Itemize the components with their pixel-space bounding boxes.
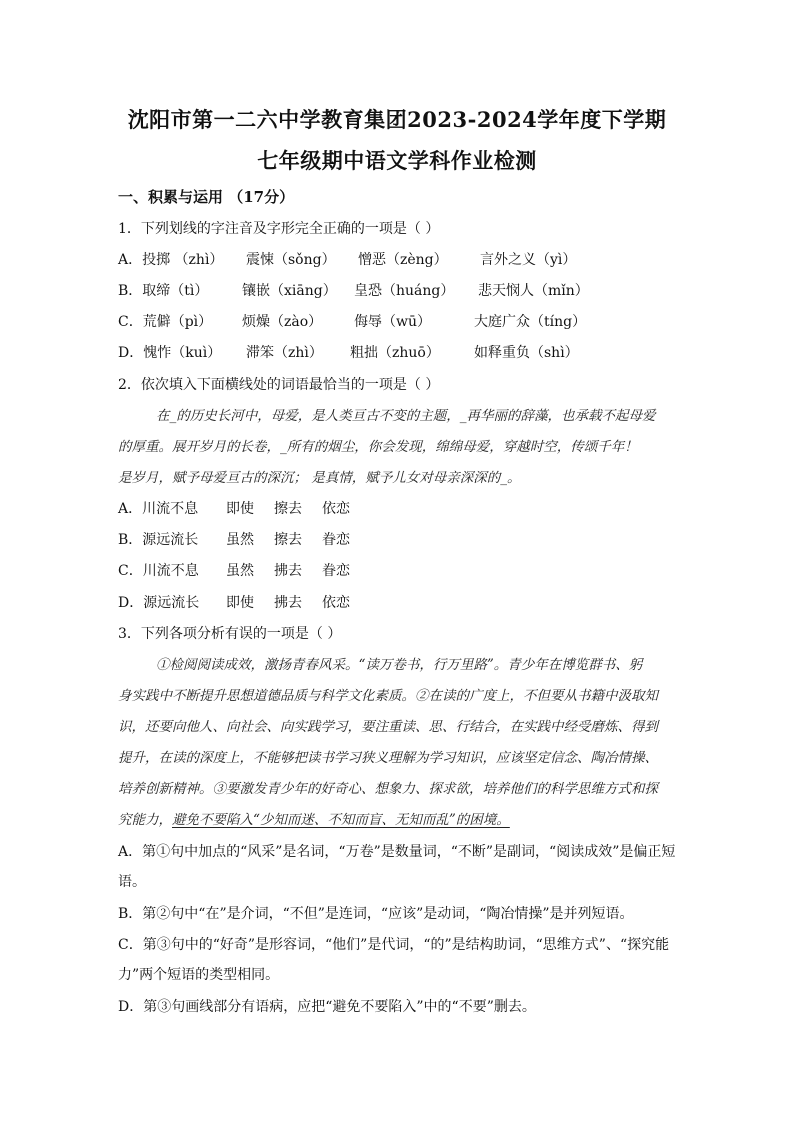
passage-2-line: 是岁月，赋予母爱亘古的深沉； 是真情，赋予儿女对母亲深深的_。: [118, 470, 521, 486]
option-b-col1: B．源远流长: [118, 532, 199, 548]
question-3-option-b: B．第②句中“在”是介词，“不但”是连词，“应该”是动词，“陶冶情操”是并列短语。: [118, 906, 634, 922]
question-3-option-c: C．第③句中的“好奇”是形容词，“他们”是代词，“的”是结构助词，“思维方式”、“探究能力”两个短语的类型相同。: [118, 937, 670, 983]
option-c-col3: 拂去: [274, 563, 302, 579]
question-3-stem: 3．下列各项分析有误的一项是（ ）: [118, 626, 342, 642]
option-c-col4: 眷恋: [322, 563, 350, 579]
option-d-col1: D．愧怍（kuì）: [118, 345, 222, 361]
option-d-col2: 即使: [226, 595, 254, 611]
option-b-col2: 虽然: [226, 532, 254, 548]
option-a-col3: 憎恶（zèng）: [358, 252, 448, 268]
question-3-passage: [118, 653, 678, 833]
option-a-col1: A．川流不息: [118, 501, 199, 517]
question-2-passage: [118, 404, 678, 494]
option-a-col4: 言外之义（yì）: [480, 252, 577, 268]
passage-3-line: 身实践中不断提升思想道德品质与科学文化素质。②在读的广度上，不但要从书籍中汲取知: [118, 688, 658, 704]
option-a-col2: 震悚（sǒng）: [246, 252, 336, 268]
passage-3-line: 识，还要向他人、向社会、向实践学习，要注重读、思、行结合，在实践中经受磨炼、得到: [118, 719, 658, 735]
exam-title-line1: 沈阳市第一二六中学教育集团2023-2024学年度下学期: [127, 107, 667, 132]
question-2-stem: 2．依次填入下面横线处的词语最恰当的一项是（ ）: [118, 377, 440, 393]
option-a-col4: 依恋: [322, 501, 350, 517]
option-a-col3: 擦去: [274, 501, 302, 517]
passage-3-line: 培养创新精神。③要激发青少年的好奇心、想象力、探求欲，培养他们的科学思维方式和探: [118, 781, 658, 797]
option-d-col3: 粗拙（zhuō）: [350, 345, 440, 361]
option-c-col1: C．川流不息: [118, 563, 199, 579]
option-c-col4: 大庭广众（tíng）: [474, 314, 587, 330]
option-d-col4: 依恋: [322, 595, 350, 611]
option-b-col3: 擦去: [274, 532, 302, 548]
passage-3-line: ①检阅阅读成效，激扬青春风采。“读万卷书，行万里路”。青少年在博览群书、躬: [156, 657, 643, 673]
passage-3-line: 究能力，: [118, 812, 172, 828]
option-d-col4: 如释重负（shì）: [474, 345, 579, 361]
option-b-col1: B．取缔（tì）: [118, 283, 209, 299]
passage-3-underlined-sentence: 避免不要陷入“少知而迷、不知而盲、无知而乱”的困境。: [172, 812, 510, 828]
option-d-col2: 滞笨（zhì）: [246, 345, 323, 361]
option-c-col3: 侮辱（wū）: [354, 314, 431, 330]
passage-3-line: 提升，在读的深度上，不能够把读书学习狭义理解为学习知识，应该坚定信念、陶冶情操、: [118, 750, 658, 766]
option-b-col4: 悲天悯人（mǐn）: [478, 283, 589, 299]
question-3-option-a: A．第①句中加点的“风采”是名词，“万卷”是数量词，“不断”是副词，“阅读成效”是偏正短语。: [118, 844, 676, 890]
option-c-col1: C．荒僻（pì）: [118, 314, 213, 330]
section-heading: 一、积累与运用 （17分）: [118, 188, 295, 206]
option-b-col4: 眷恋: [322, 532, 350, 548]
question-1-stem: 1．下列划线的字注音及字形完全正确的一项是（ ）: [118, 221, 440, 237]
option-a-col1: A．投掷 （zhì）: [118, 252, 224, 268]
passage-2-line: 的厚重。展开岁月的长卷，_所有的烟尘，你会发现，绵绵母爱，穿越时空，传颂千年！: [118, 439, 638, 455]
option-c-col2: 烦燥（zào）: [242, 314, 323, 330]
question-3-option-d: D．第③句画线部分有语病，应把“避免不要陷入”中的“不要”删去。: [118, 999, 536, 1015]
option-d-col1: D．源远流长: [118, 595, 200, 611]
exam-title-line2: 七年级期中语文学科作业检测: [257, 148, 537, 173]
passage-2-line: 在_的历史长河中，母爱，是人类亘古不变的主题，_再华丽的辞藻，也承载不起母爱: [156, 408, 656, 424]
option-c-col2: 虽然: [226, 563, 254, 579]
option-b-col3: 皇恐（huáng）: [354, 283, 455, 299]
option-d-col3: 拂去: [274, 595, 302, 611]
option-b-col2: 镶嵌（xiāng）: [242, 283, 337, 299]
option-a-col2: 即使: [226, 501, 254, 517]
